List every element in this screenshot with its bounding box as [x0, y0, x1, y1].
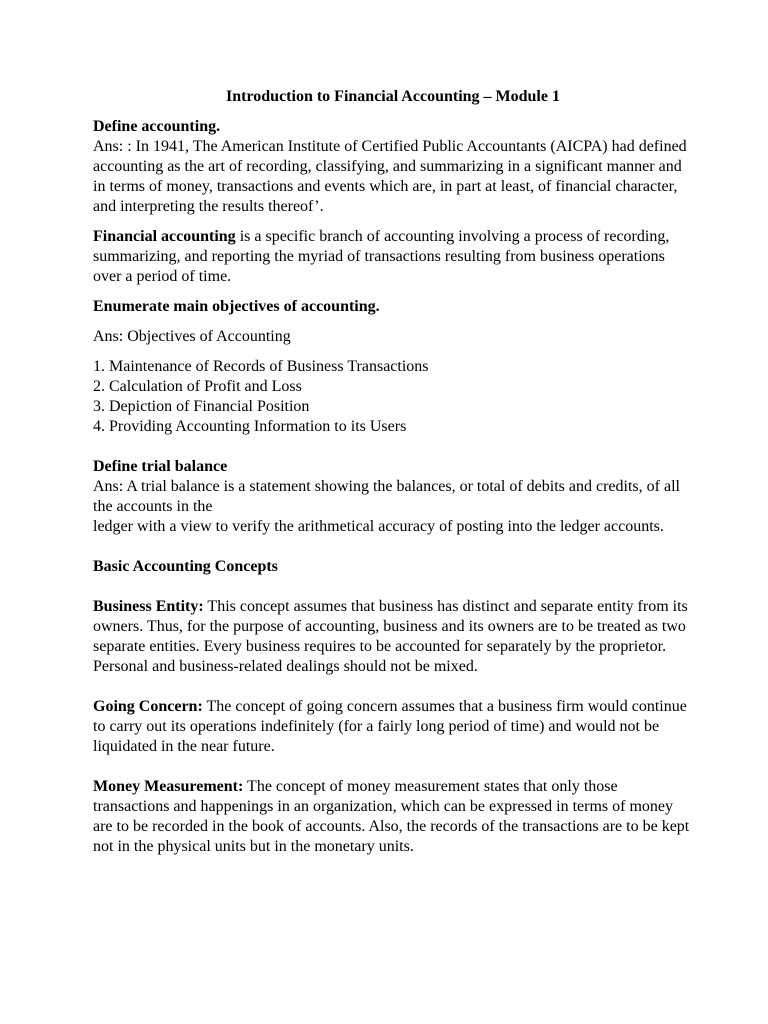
paragraph-text: The concept of money measurement states that only those transactions and happenings in an organization, which can be expressed in terms of money are to be recorded in the book of accounts. Also, the records of the transactions are to be kept not in the physical units but in the monetary units. — [93, 778, 690, 855]
concept-paragraph — [93, 777, 693, 857]
concept-paragraph — [93, 697, 693, 757]
financial-accounting-section — [93, 227, 693, 287]
paragraph-text: is a specific branch of accounting involving a process of recording, summarizing, and reporting the myriad of transactions resulting from business operations over a period of time. — [93, 228, 670, 285]
trial-balance-section — [93, 457, 693, 537]
question-heading: Enumerate main objectives of accounting. — [93, 298, 380, 315]
answer-text: Ans: Objectives of Accounting — [93, 328, 291, 345]
document-body — [93, 87, 693, 857]
term-label: Money Measurement: — [93, 778, 244, 795]
concept-going-concern — [93, 697, 693, 757]
answer-text-line1: Ans: A trial balance is a statement showing the balances, or total of debits and credits, of all the accounts in the — [93, 478, 680, 515]
define-accounting-section — [93, 117, 693, 217]
document-title: Introduction to Financial Accounting – Module 1 — [226, 88, 560, 105]
question-heading: Define trial balance — [93, 458, 228, 475]
term-label: Going Concern: — [93, 698, 203, 715]
answer-text-line2: ledger with a view to verify the arithmetical accuracy of posting into the ledger accounts. — [93, 518, 664, 535]
list-item: 2. Calculation of Profit and Loss — [93, 378, 302, 395]
answer-text: Ans: : In 1941, The American Institute of Certified Public Accountants (AICPA) had defined accounting as the art of recording, classifying, and summarizing in a significant manner and in terms of money, transactions and events which are, in part at least, of financial character, and interpreting the results thereof’. — [93, 138, 687, 215]
section-heading: Basic Accounting Concepts — [93, 558, 278, 575]
question-heading: Define accounting. — [93, 118, 221, 135]
paragraph-text: This concept assumes that business has distinct and separate entity from its owners. Thus, for the purpose of accounting, business and its owners are to be treated as two separate entities. Every business requires to be accounted for separately by the proprietor. Personal and business-related dealings should not be mixed. — [93, 598, 688, 675]
term-label: Financial accounting — [93, 228, 236, 245]
list-item: 3. Depiction of Financial Position — [93, 398, 310, 415]
term-label: Business Entity: — [93, 598, 204, 615]
objectives-list — [93, 357, 693, 437]
concept-money-measurement — [93, 777, 693, 857]
objectives-answer — [93, 327, 693, 347]
objectives-question — [93, 297, 693, 317]
list-item: 1. Maintenance of Records of Business Transactions — [93, 358, 429, 375]
list-item: 4. Providing Accounting Information to its Users — [93, 418, 407, 435]
concepts-heading-wrap — [93, 557, 693, 577]
financial-accounting-paragraph — [93, 227, 693, 287]
concept-business-entity — [93, 597, 693, 677]
objectives-list-wrap — [93, 357, 693, 437]
paragraph-text: The concept of going concern assumes that a business firm would continue to carry out its operations indefinitely (for a fairly long period of time) and would not be liquidated in the near future. — [93, 698, 687, 755]
concept-paragraph — [93, 597, 693, 677]
